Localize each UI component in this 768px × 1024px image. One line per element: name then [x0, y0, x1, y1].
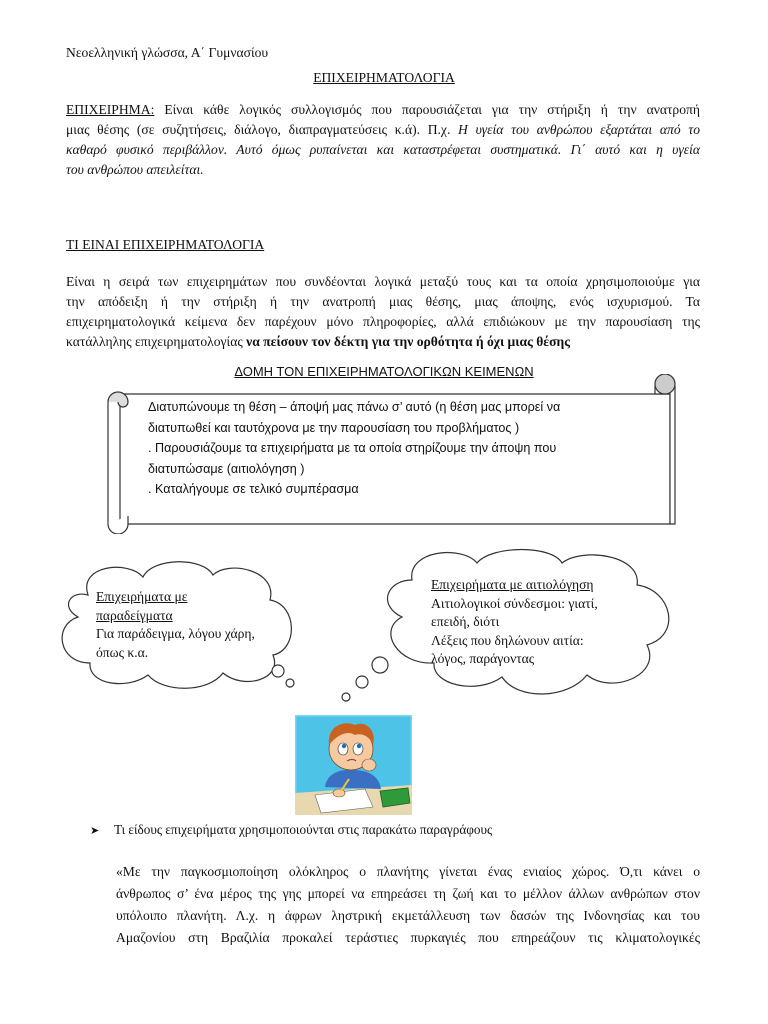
document-header: Νεοελληνική γλώσσα, Α΄ Γυμνασίου: [66, 45, 269, 60]
thinking-boy-illustration: [295, 715, 412, 815]
arrow-bullet-icon: ➤: [90, 825, 100, 837]
definition-term: ΕΠΙΧΕΙΡΗΜΑ:: [66, 102, 155, 117]
definition-paragraph: ΕΠΙΧΕΙΡΗΜΑ: Είναι κάθε λογικός συλλογισμός που παρουσιάζεται για την στήριξη ή την ανατροπή μιας θέσης (σε συζητήσεις, διάλογο, διαπραγματεύσεις κ.ά). Π.χ. Η υγεία του ανθρώπου εξαρτάται από το καθαρό φυσικό περιβάλλον. Αυτό όμως ρυπαίνεται και καταστρέφεται συστηματικά. Γι΄ αυτό και η υγεία του ανθρώπου απειλείται.: [66, 102, 700, 177]
cloud-left-text: Επιχειρήματα με παραδείγματα Για παράδειγμα, λόγου χάρη, όπως κ.α.: [96, 589, 255, 660]
passage-paragraph: «Με την παγκοσμιοποίηση ολόκληρος ο πλανήτης γίνεται ένας ενιαίος χώρος. Ό,τι κάνει ο άνθρωπος σ’ ένα μέρος της γης μπορεί να επηρεάσει τη ζωή και το μέλλον άλλων ανθρώπων στον υπόλοιπο πλανήτη. Λ.χ. η άφρων ληστρική εκμετάλλευση των δασών της Ινδονησίας και του Αμαζονίου στη Βραζιλία προκαλεί τεράστιες πυρκαγιές που επηρεάζουν τις κλιματολογικές: [116, 864, 700, 945]
section-paragraph: Είναι η σειρά των επιχειρημάτων που συνδέονται λογικά μεταξύ τους και τα οποία χρησιμοποιούμε για την απόδειξη ή την στήριξη ή την ανατροπή μιας θέσης, μιας άποψης, ενός ισχυρισμού. Τα επιχειρηματολογικά κείμενα δεν παρέχουν μόνο πληροφορίες, αλλά επιδιώκουν με την παρουσίαση της κατάλληλης επιχειρηματολογίας να πείσουν τον δέκτη για την ορθότητα ή όχι μιας θέσης: [66, 274, 700, 349]
structure-box-text: Διατυπώνουμε τη θέση – άποψή μας πάνω σ’ αυτό (η θέση μας μπορεί να διατυπωθεί και ταυτόχρονα με την παρουσίαση του προβλήματος ) . Παρουσιάζουμε τα επιχειρήματα με τα οποία στηρίζουμε την άποψη που διατυπώσαμε (αιτιολόγηση ) . Καταλήγουμε σε τελικό συμπέρασμα: [148, 400, 561, 496]
page-title: ΕΠΙΧΕΙΡΗΜΑΤΟΛΟΓΙΑ: [313, 70, 455, 85]
structure-heading: ΔΟΜΗ ΤΟΝ ΕΠΙΧΕΙΡΗΜΑΤΟΛΟΓΙΚΩΝ ΚΕΙΜΕΝΩΝ: [234, 364, 534, 379]
cloud-right-text: Επιχειρήματα με αιτιολόγηση Αιτιολογικοί σύνδεσμοι: γιατί, επειδή, διότι Λέξεις που δηλώνουν αιτία: λόγος, παράγοντας: [431, 577, 598, 666]
question-bullet: ➤ Τι είδους επιχειρήματα χρησιμοποιούνται στις παρακάτω παραγράφους: [90, 822, 493, 837]
section-heading: ΤΙ ΕΙΝΑΙ ΕΠΙΧΕΙΡΗΜΑΤΟΛΟΓΙΑ: [66, 237, 265, 252]
